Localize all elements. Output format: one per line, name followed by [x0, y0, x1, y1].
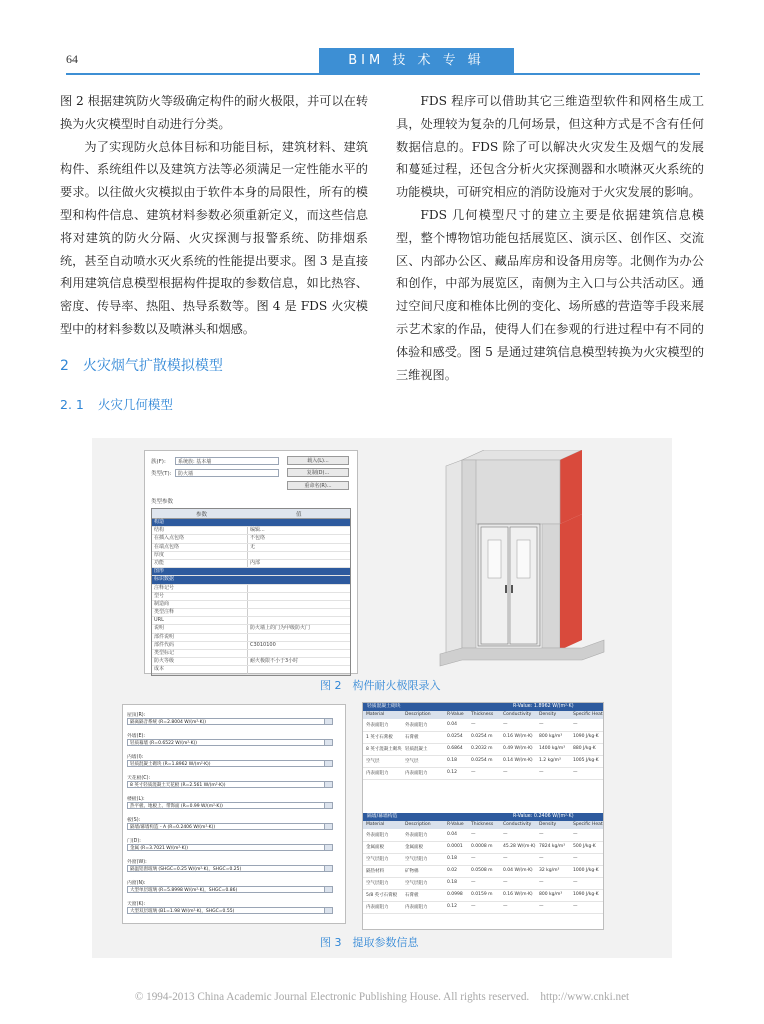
param-row[interactable] [152, 519, 350, 527]
table-cell: 0.16 W/(m·K) [503, 892, 533, 897]
column-divider [247, 585, 248, 592]
table-cell: 1000 J/kg·K [573, 868, 599, 873]
type-label: 类型(T): [151, 471, 172, 477]
table1-title: 轻质混凝土砌块 [367, 704, 401, 709]
column-header: Material [366, 712, 385, 717]
material-value: 金属 (R=3.7021 W/(m²·K)) [130, 846, 189, 851]
table-cell: — [539, 856, 544, 861]
table-row [363, 757, 603, 768]
table-cell: — [471, 904, 476, 909]
type-select[interactable]: 防火墙 [175, 469, 279, 477]
table-cell: 外表面阻力 [405, 723, 428, 728]
table-row [363, 891, 603, 902]
column-header: Conductivity [503, 822, 532, 827]
column-header: Conductivity [503, 712, 532, 717]
column-header: R-Value [447, 822, 464, 827]
material-value: 轻质混凝土砌块 (R=1.8962 W/(m²·K)) [130, 762, 211, 767]
table-cell: — [471, 722, 476, 727]
table1-header [363, 711, 603, 719]
door-glass-right [517, 540, 530, 578]
table-cell: 内表面阻力 [366, 771, 389, 776]
param-name: 制造商 [154, 600, 170, 607]
chevron-down-icon[interactable] [324, 719, 332, 724]
column-divider [247, 609, 248, 616]
material-select[interactable] [127, 781, 333, 788]
table-row [363, 843, 603, 854]
material-select[interactable] [127, 865, 333, 872]
param-name: 类型标记 [154, 650, 175, 656]
type-properties-dialog [144, 450, 358, 674]
table1-title-bar [363, 703, 603, 711]
table-cell: 外表面阻力 [405, 833, 428, 838]
table-cell: 1090 J/kg·K [573, 734, 599, 739]
material-select[interactable] [127, 802, 333, 809]
table-cell: 0.04 W/(m·K) [503, 868, 533, 873]
table2-header [363, 821, 603, 829]
table-cell: 内表面阻力 [405, 905, 428, 910]
param-row[interactable] [152, 593, 350, 601]
table-cell: 0.0159 m [471, 892, 493, 897]
column-divider [247, 634, 248, 641]
table-cell: — [539, 770, 544, 775]
param-name: 厚度 [154, 551, 165, 558]
table-cell: 7824 kg/m³ [539, 844, 566, 849]
material-value: 轻质幕墙 (R=0.6522 W/(m²·K)) [130, 741, 198, 746]
param-value: 编辑... [250, 527, 265, 534]
wall-left-jamb [462, 460, 476, 648]
table-row [363, 769, 603, 780]
chevron-down-icon[interactable] [324, 803, 332, 808]
table-cell: — [503, 880, 508, 885]
param-row[interactable] [152, 544, 350, 552]
table-cell: — [539, 904, 544, 909]
subsection-number: 2. 1 [60, 396, 84, 412]
table-cell: 0.18 [447, 856, 458, 861]
param-name: 在端点包络 [154, 543, 180, 550]
param-name: 标识数据 [154, 576, 175, 583]
table-cell: 0.04 [447, 832, 458, 837]
table-cell: 石膏板 [405, 735, 419, 740]
material-category-label: 外墙(E): [127, 734, 145, 739]
copyright-footer: © 1994-2013 China Academic Journal Electronic Publishing House. All rights reserved. http://www.cnki.net [134, 991, 630, 1003]
chevron-down-icon[interactable] [324, 866, 332, 871]
param-value: C3010100 [250, 641, 276, 648]
table-cell: 空气层阻力 [405, 857, 428, 862]
chevron-down-icon[interactable] [324, 740, 332, 745]
table-cell: 0.18 [447, 758, 458, 763]
table-cell: 空气层阻力 [366, 857, 389, 862]
param-row[interactable] [152, 560, 350, 568]
table-cell: 0.16 W/(m·K) [503, 734, 533, 739]
param-name: 类型注释 [154, 609, 175, 616]
table-cell: — [471, 770, 476, 775]
right-column [396, 90, 704, 386]
table-cell: — [573, 880, 578, 885]
param-row[interactable] [152, 666, 350, 674]
chevron-down-icon[interactable] [324, 845, 332, 850]
material-select[interactable] [127, 823, 333, 830]
material-value: 大型双层玻璃 (B1=1.98 W/(m²·K)，SHGC=0.55) [130, 909, 235, 914]
param-value: 不包络 [250, 535, 266, 542]
param-rows [152, 519, 350, 675]
family-label: 族(F): [151, 459, 166, 465]
material-value: 热平板、地板上、带饰面 (R=0.99 W/(m²·K)) [130, 804, 223, 809]
table-cell: 外表面阻力 [366, 723, 389, 728]
table-header [152, 509, 350, 519]
door-glass-left [488, 540, 501, 578]
param-name: 成本 [154, 666, 165, 673]
chevron-down-icon[interactable] [324, 887, 332, 892]
column-divider [247, 544, 248, 551]
duplicate-button[interactable]: 复制(D)... [287, 468, 349, 477]
table-row [363, 721, 603, 732]
material-property-tables [362, 702, 604, 930]
material-select[interactable] [127, 760, 333, 767]
material-category-label: 楼板(L): [127, 797, 145, 802]
door-handle-left [505, 585, 507, 593]
chevron-down-icon[interactable] [324, 824, 332, 829]
column-header: Specific Heat [573, 712, 603, 717]
journal-banner: BIM 技 术 专 辑 [319, 48, 514, 73]
param-name: 结构 [154, 527, 165, 534]
table-cell: 0.14 W/(m·K) [503, 758, 533, 763]
table-cell: 0.0254 [447, 734, 463, 739]
column-header: Thickness [471, 822, 494, 827]
table-cell: 800 kg/m³ [539, 892, 563, 897]
type-parameters-table [151, 508, 351, 676]
figure2-caption: 图 2 构件耐火极限录入 [320, 679, 441, 692]
column-header: Description [405, 822, 431, 827]
param-row[interactable] [152, 576, 350, 584]
left-column [60, 90, 368, 416]
material-value: 隔温铝窗玻璃 (SHGC=0.25 W/(m²·K)，SHGC=0.25) [130, 867, 242, 872]
table-cell: — [503, 722, 508, 727]
type-params-label: 类型参数 [151, 499, 174, 505]
material-value: 隔离隔音系统 (R=2.8004 W/(m²·K)) [130, 720, 207, 725]
param-name: 说明 [154, 625, 165, 632]
param-name: 构造 [154, 519, 165, 525]
column-divider [247, 560, 248, 567]
param-name: 部件代码 [154, 641, 175, 648]
table-cell: 0.04 [447, 722, 458, 727]
column-divider [247, 642, 248, 649]
param-name: 功能 [154, 559, 165, 566]
material-value: 隔墙/幕墙构造 - A (R=0.2406 W/(m²·K)) [130, 825, 216, 830]
material-select[interactable] [127, 718, 333, 725]
table-cell: 空气层阻力 [405, 881, 428, 886]
param-name: 部件说明 [154, 633, 175, 640]
param-name: 防火等级 [154, 658, 175, 665]
table-cell: 隔热材料 [366, 869, 384, 874]
table-row [363, 831, 603, 842]
table-cell: 0.0254 m [471, 758, 493, 763]
table-cell: 内表面阻力 [366, 905, 389, 910]
column-header: Density [539, 712, 557, 717]
table-cell: 石膏板 [405, 893, 419, 898]
column-header: R-Value [447, 712, 464, 717]
table-row [363, 745, 603, 756]
table-cell: 0.0254 m [471, 734, 493, 739]
material-assignment-panel [122, 704, 346, 924]
param-row[interactable] [152, 625, 350, 633]
param-name: 在插入点包络 [154, 535, 185, 542]
table-cell: 外表面阻力 [366, 833, 389, 838]
table-cell: — [573, 770, 578, 775]
table-cell: 0.49 W/(m·K) [503, 746, 533, 751]
table-cell: 矿物棉 [405, 869, 419, 874]
table-cell: 1.2 kg/m³ [539, 758, 561, 763]
family-select[interactable]: 系统族: 基本墙 [175, 457, 279, 465]
column-divider [247, 650, 248, 657]
table-cell: — [573, 722, 578, 727]
material-value: 8 英寸轻质混凝土天花板 (R=2.561 W/(m²·K)) [130, 783, 226, 788]
table-cell: 0.0998 [447, 892, 463, 897]
table-cell: 0.2032 m [471, 746, 493, 751]
param-value: 耐火极限不小于3小时 [250, 658, 299, 665]
material-select[interactable] [127, 844, 333, 851]
table-cell: 5/8 英寸石膏板 [366, 893, 398, 898]
chevron-down-icon[interactable] [324, 908, 332, 913]
wall-right-jamb [542, 524, 560, 648]
material-category-label: 外窗(W): [127, 860, 147, 865]
chevron-down-icon[interactable] [324, 761, 332, 766]
table-cell: 内表面阻力 [405, 771, 428, 776]
value-column-header: 值 [296, 512, 302, 518]
column-divider [247, 617, 248, 624]
table-cell: — [471, 832, 476, 837]
table-row [363, 733, 603, 744]
param-row[interactable] [152, 568, 350, 576]
param-row[interactable] [152, 535, 350, 543]
param-name: 注释记号 [154, 584, 175, 591]
wall-left-return [446, 460, 462, 654]
material-category-label: 内墙(I): [127, 755, 144, 760]
figure3-caption: 图 3 提取参数信息 [320, 936, 419, 949]
column-divider [247, 666, 248, 673]
chevron-down-icon[interactable] [324, 782, 332, 787]
section-number: 2 [60, 357, 69, 374]
table-row [363, 903, 603, 914]
param-row[interactable] [152, 609, 350, 617]
table-cell: 800 kg/m³ [539, 734, 563, 739]
table-row [363, 879, 603, 890]
paragraph: FDS 程序可以借助其它三维造型软件和网格生成工具，处理较为复杂的几何场景，但这种方式是不含有任何数据信息的。FDS 除了可以解决火灾发生及烟气的发展和蔓延过程，还包含分析火灾探测器和水喷淋灭火系统的功能模块，可研究相应的消防设施对于火灾发展的影响。 [396, 94, 704, 200]
column-divider [247, 601, 248, 608]
param-row[interactable] [152, 585, 350, 593]
table-cell: — [503, 770, 508, 775]
table-cell: 1400 kg/m³ [539, 746, 566, 751]
fire-rated-wall-edge-top [560, 450, 582, 524]
material-value: 大型单层玻璃 (R=5.8998 W/(m²·K)，SHGC=0.86) [130, 888, 238, 893]
load-button[interactable]: 载入(L)... [287, 456, 349, 465]
table-cell: 0.0508 m [471, 868, 493, 873]
figures-panel [92, 438, 672, 958]
table-row [363, 855, 603, 866]
table-cell: 0.12 [447, 770, 458, 775]
material-category-label: 天窗(K): [127, 902, 146, 907]
page-header [66, 46, 700, 76]
table2-title-bar [363, 813, 603, 821]
param-value: 内部 [250, 559, 261, 566]
param-row[interactable] [152, 658, 350, 666]
rename-button[interactable]: 重命名(R)... [287, 481, 349, 490]
material-select[interactable] [127, 886, 333, 893]
column-header: Thickness [471, 712, 494, 717]
material-select[interactable] [127, 739, 333, 746]
fire-rated-wall-edge [560, 514, 582, 650]
param-row[interactable] [152, 601, 350, 609]
param-value: 防火墙上的门为甲级防火门 [250, 625, 311, 632]
param-value: 无 [250, 543, 256, 550]
column-divider [247, 658, 248, 665]
column-divider [247, 527, 248, 534]
param-row[interactable] [152, 650, 350, 658]
table-cell: 1005 J/kg·K [573, 758, 599, 763]
column-header: Material [366, 822, 385, 827]
wall-header-face [462, 460, 560, 524]
table-cell: 45.28 W/(m·K) [503, 844, 536, 849]
material-category-label: 天花板(C): [127, 776, 151, 781]
table-cell: 0.02 [447, 868, 458, 873]
column-header: Density [539, 822, 557, 827]
table-cell: — [573, 856, 578, 861]
table-row [363, 867, 603, 878]
column-header: Description [405, 712, 431, 717]
table-cell: 880 J/kg·K [573, 746, 596, 751]
table-cell: — [539, 722, 544, 727]
door-handle-right [511, 585, 513, 593]
section-heading [60, 355, 368, 378]
param-row[interactable] [152, 634, 350, 642]
subsection-heading [60, 394, 368, 417]
table-cell: 金属面板 [366, 845, 384, 850]
table-cell: 空气层阻力 [366, 881, 389, 886]
table-cell: 500 J/kg·K [573, 844, 596, 849]
table-cell: 1090 J/kg·K [573, 892, 599, 897]
table-cell: 0.6864 [447, 746, 463, 751]
table-cell: 0.0001 [447, 844, 463, 849]
paragraph: FDS 几何模型尺寸的建立主要是依据建筑信息模型，整个博物馆功能包括展览区、演示区、创作区、交流区、内部办公区、藏品库房和设备用房等。北侧作为办公和创作，中部为展览区，南侧为主入口与公共活动区。通过空间尺度和椎体比例的变化、场所感的营造等手段来展示艺术家的作品，使得人们在参观的行进过程中有不同的体验和感受。图 5 是通过建筑信息模型转换为火灾模型的三维视图。 [396, 207, 705, 382]
table-cell: 0.18 [447, 880, 458, 885]
param-column-header: 参数 [196, 512, 208, 518]
table-cell: — [539, 832, 544, 837]
subsection-title: 火灾几何模型 [97, 396, 173, 412]
table-cell: — [503, 904, 508, 909]
param-row[interactable] [152, 642, 350, 650]
table-cell: 32 kg/m³ [539, 868, 560, 873]
table-cell: — [573, 832, 578, 837]
paragraph: 图 2 根据建筑防火等级确定构件的耐火极限，并可以在转换为火灾模型时自动进行分类。 [60, 94, 369, 131]
param-name: 型号 [154, 592, 165, 599]
table-cell: 0.0008 m [471, 844, 493, 849]
table-cell: 8 英寸混凝土砌块 [366, 747, 402, 752]
column-divider [247, 535, 248, 542]
header-rule [66, 73, 700, 75]
table-cell: 1 英寸石膏板 [366, 735, 393, 740]
table1-summary: R-Value: 1.8962 W/(m²·K) [513, 704, 574, 709]
column-divider [247, 625, 248, 632]
table2-summary: R-Value: 0.2406 W/(m²·K) [513, 814, 574, 819]
column-divider [247, 552, 248, 559]
material-category-label: 屋顶(R): [127, 713, 146, 718]
table-cell: — [539, 880, 544, 885]
table-cell: — [471, 880, 476, 885]
material-category-label: 门(D): [127, 839, 141, 844]
column-header: Specific Heat [573, 822, 603, 827]
table-cell: 空气层 [366, 759, 380, 764]
table-cell: — [503, 832, 508, 837]
section-title: 火灾烟气扩散模拟模型 [82, 357, 223, 374]
material-category-label: 内窗(N): [127, 881, 146, 886]
table2-title: 隔墙/幕墙构造 [367, 814, 398, 819]
param-name: URL [154, 617, 164, 624]
param-row[interactable] [152, 552, 350, 560]
material-category-label: 板(S): [127, 818, 141, 823]
table-cell: 0.12 [447, 904, 458, 909]
column-divider [247, 593, 248, 600]
param-name: 图形 [154, 568, 165, 575]
page-number: 64 [66, 52, 78, 66]
table-cell: 金属面板 [405, 845, 423, 850]
fire-wall-3d-view [432, 450, 612, 672]
material-select[interactable] [127, 907, 333, 914]
table-cell: — [573, 904, 578, 909]
table-cell: — [471, 856, 476, 861]
table-cell: 空气层 [405, 759, 419, 764]
table-cell: — [503, 856, 508, 861]
paragraph: 为了实现防火总体目标和功能目标，建筑材料、建筑构件、系统组件以及建筑方法等必须满足一定性能水平的要求。以往做火灾模拟由于软件本身的局限性，所有的模型和构件信息、建筑材料参数必须重新定义，而这些信息将对建筑的防火分隔、火灾探测与报警系统、防排烟系统，甚至自动喷水灭火系统的性能提出要求。图 3 是直接利用建筑信息模型根据构件提取的参数信息，如比热容、密度、传导率、热阻、热导系数等。图 4 是 FDS 火灾模型中的材料参数以及喷淋头和烟感。 [60, 139, 369, 336]
table-cell: 轻质混凝土 [405, 747, 428, 752]
